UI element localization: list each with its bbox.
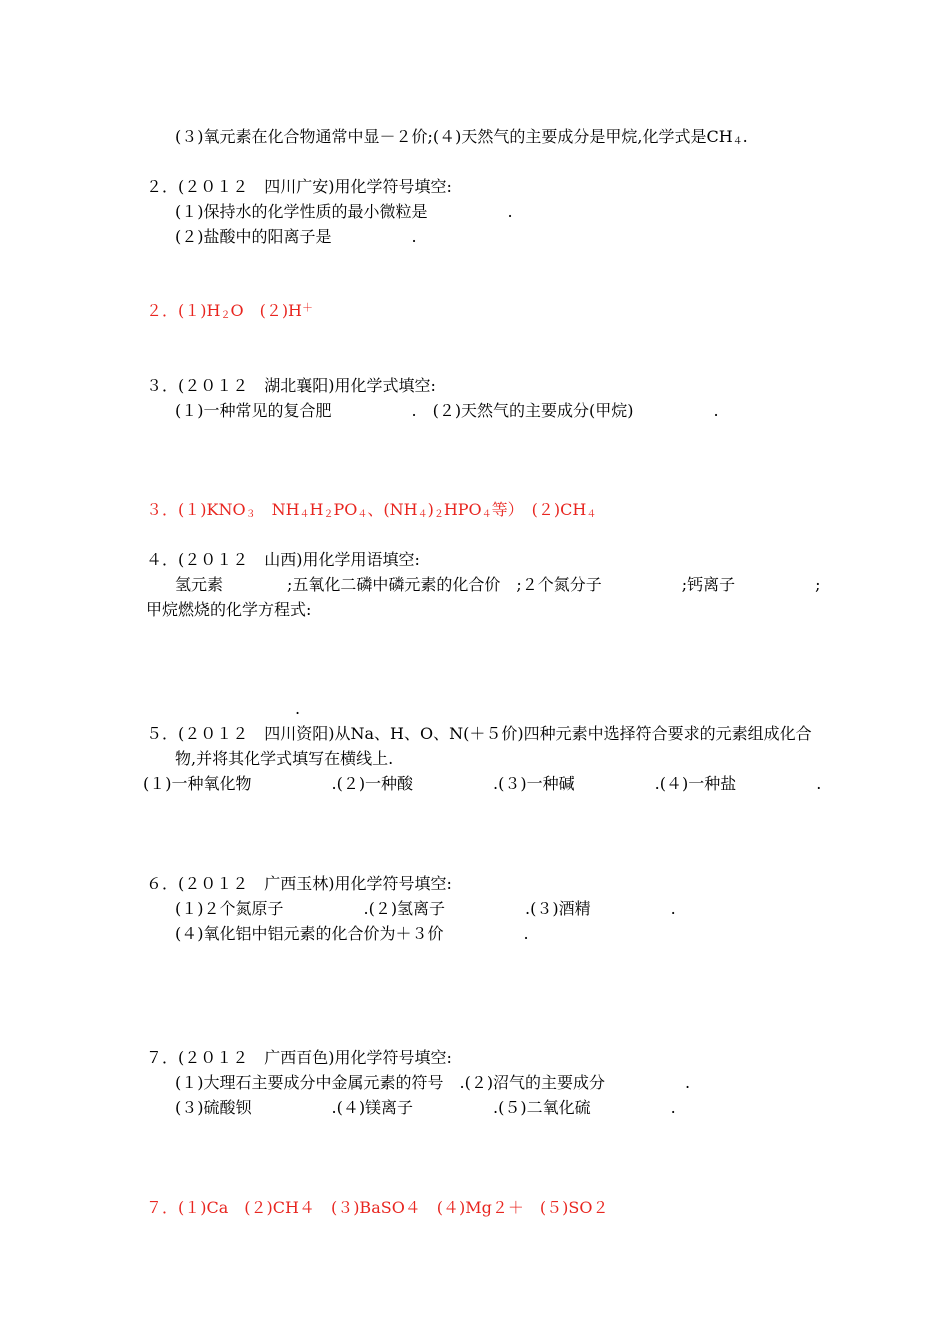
question-4-body: 氢元素 ;五氧化二磷中磷元素的化合价 ;２个氮分子 ;钙离子 ; [175, 575, 821, 594]
text-segment: ３．(１)KNO [146, 500, 246, 519]
text-segment: 等） (２)CH [491, 500, 587, 519]
question-4-end: . [295, 699, 301, 718]
subscript: ４ [586, 509, 597, 520]
question-7-title: ７．(２０１２ 广西百色)用化学符号填空: [146, 1048, 452, 1067]
question-2-title: ２．(２０１２ 四川广安)用化学符号填空: [146, 177, 452, 196]
question-3-title: ３．(２０１２ 湖北襄阳)用化学式填空: [146, 376, 436, 395]
question-4-body-2: 甲烷燃烧的化学方程式: [146, 600, 312, 619]
question-5-title-cont: 物,并将其化学式填写在横线上. [175, 749, 394, 768]
question-6-title: ６．(２０１２ 广西玉林)用化学符号填空: [146, 874, 452, 893]
text-segment: (３)氧元素在化合物通常中显－２价;(４)天然气的主要成分是甲烷,化学式是CH [175, 127, 733, 146]
subscript: ４ [417, 509, 428, 520]
question-7-part-2: (３)硫酸钡 .(４)镁离子 .(５)二氧化硫 . [175, 1098, 676, 1117]
question-6-part-2: (４)氧化铝中铝元素的化合价为＋３价 . [175, 924, 529, 943]
subscript: ２ [433, 509, 444, 520]
question-7-part-1: (１)大理石主要成分中金属元素的符号 .(２)沼气的主要成分 . [175, 1073, 691, 1092]
answer-3 [146, 500, 596, 520]
text-segment: 、(NH [367, 500, 418, 519]
subscript: ４ [481, 509, 492, 520]
text-segment: NH [255, 500, 300, 519]
subscript: ４ [732, 136, 743, 147]
question-3-part-1: (１)一种常见的复合肥 . (２)天然气的主要成分(甲烷) . [175, 401, 719, 420]
question-4-title: ４．(２０１２ 山西)用化学用语填空: [146, 550, 420, 569]
question-5-title: ５．(２０１２ 四川资阳)从Na、H、O、N(＋５价)四种元素中选择符合要求的元素组成化合 [146, 724, 812, 743]
text-segment: HPO [443, 500, 482, 519]
superscript: ＋ [302, 301, 314, 314]
text-segment: . [742, 127, 748, 146]
subscript: ４ [357, 509, 368, 520]
question-5-parts: (１)一种氧化物 .(２)一种酸 .(３)一种碱 .(４)一种盐 . [143, 774, 822, 793]
question-2-part-1: (１)保持水的化学性质的最小微粒是 . [175, 202, 513, 221]
text-segment: PO [333, 500, 358, 519]
doc-line [175, 127, 748, 147]
subscript: ４ [299, 509, 310, 520]
text-segment: ２．(１)H [146, 301, 221, 320]
subscript: ２ [323, 509, 334, 520]
question-6-part-1: (１)２个氮原子 .(２)氢离子 .(３)酒精 . [175, 899, 676, 918]
subscript: ３ [245, 509, 256, 520]
answer-7: ７．(１)Ca (２)CH４ (３)BaSO４ (４)Mg２＋ (５)SO２ [146, 1198, 609, 1217]
answer-2 [146, 301, 313, 321]
text-segment: H [309, 500, 324, 519]
text-segment: O (２)H [230, 301, 303, 320]
subscript: ２ [220, 310, 231, 321]
text-segment: ) [427, 500, 434, 519]
question-2-part-2: (２)盐酸中的阳离子是 . [175, 227, 417, 246]
